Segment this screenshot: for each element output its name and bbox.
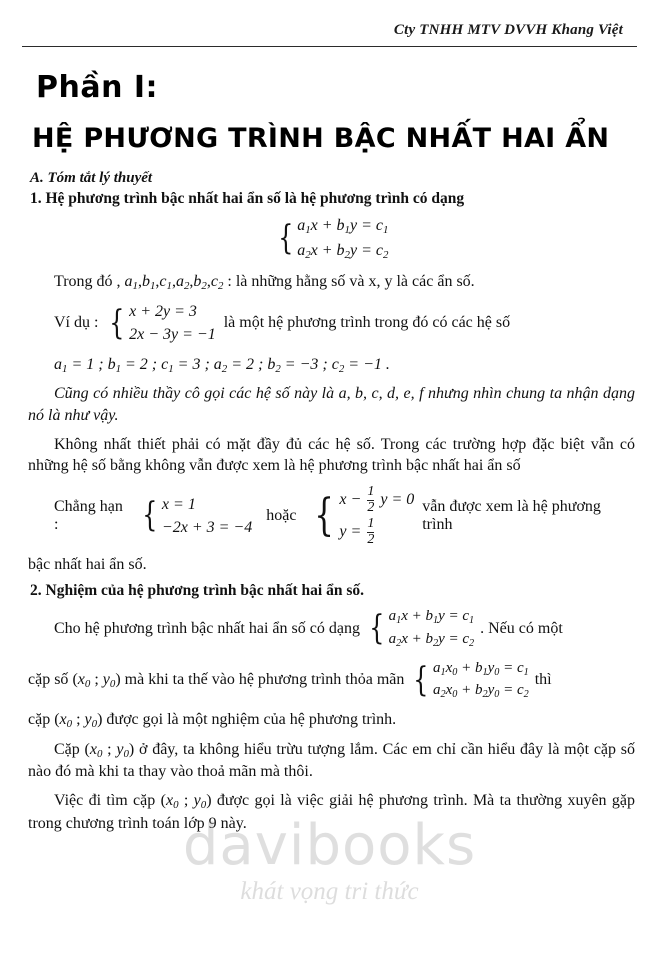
equation-line: −2x + 3 = −4 — [161, 518, 253, 536]
section-1-heading: 1. Hệ phương trình bậc nhất hai ẩn số là hệ phương trình có dạng — [30, 190, 465, 207]
section-a-heading: A. Tóm tắt lý thuyết — [30, 170, 153, 186]
equation-line: y = $\frac{1}{2}$ — [339, 515, 375, 547]
chang-han-label: Chẳng hạn : — [54, 497, 123, 533]
paragraph-viec-di-tim: Việc đi tìm cặp ($x_0$ ; $y_0$) được gọi là việc giải hệ phương trình. Mà ta thường xuyên gặp trong chương trình toán lớp 9 này. — [28, 791, 635, 832]
watermark-sub-text: khát vọng tri thức — [240, 878, 419, 905]
equation-line: $a_2x_0 + b_2y_0 = c_2$ — [433, 682, 529, 701]
equation-line: $a_2x + b_2y = c_2$ — [388, 630, 475, 649]
page-header-publisher: Cty TNHH MTV DVVH Khang Việt — [393, 22, 623, 38]
fraction-one-half: $\frac{1}{2}$ — [367, 483, 375, 515]
equation-line: x − $\frac{1}{2}$ y = 0 — [339, 483, 415, 515]
paragraph-bac-nhat-tail: bậc nhất hai ẩn số. — [28, 555, 147, 573]
cap-text-a: cặp số ($x_0$ ; $y_0$) mà khi ta thế vào hệ phương trình thỏa mãn — [28, 670, 405, 690]
equation-line: $a_1x + b_1y = c_1$ — [297, 217, 389, 237]
paragraph-trong-do: Trong đó , $a_1,b_1,c_1,a_2,b_2,c_2$ : là những hằng số và x, y là các ẩn số. — [54, 272, 475, 292]
paragraph-khong-nhat-thiet: Không nhất thiết phải có mặt đầy đủ các hệ số. Trong các trường hợp đặc biệt vẫn có những hệ số bằng không vẫn được xem là hệ phương trình bậc nhất hai ẩn số — [28, 435, 635, 475]
equation-line: $a_1x + b_1y = c_1$ — [388, 608, 475, 627]
paragraph-cung-co: Cũng có nhiều thầy cô gọi các hệ số này là a, b, c, d, e, f nhưng nhìn chung ta nhận dạng nó là như vậy. — [28, 385, 635, 424]
header-divider — [22, 46, 637, 47]
example-row — [54, 300, 635, 346]
equation-system-general: { $a_1x + b_1y = c_1$ $a_2x + b_2y = c_2$ — [28, 214, 635, 264]
equation-line: x + 2y = 3 — [129, 303, 197, 321]
paragraph-cap-nghiem: cặp ($x_0$ ; $y_0$) được gọi là một nghiệm của hệ phương trình. — [28, 710, 397, 730]
coefficients-line: $a_1 = 1$ ; $b_1 = 2$ ; $c_1 = 3$ ; $a_2 = 2$ ; $b_2 = -3$ ; $c_2 = -1$ . — [54, 355, 390, 375]
equation-line: x = 1 — [161, 495, 196, 513]
cap-so-row — [28, 658, 635, 703]
cap-text-b: thì — [534, 671, 552, 689]
watermark-main-text: davibooks — [182, 813, 477, 878]
cho-system: { $a_1x + b_1y = c_1$ $a_2x + b_2y = c_2$ — [366, 606, 474, 651]
chang-han-system-1: { x = 1 −2x + 3 = −4 — [139, 493, 252, 539]
chang-han-tail-text: vẫn được xem là hệ phương trình — [422, 497, 601, 533]
example-system: { x + 2y = 3 2x − 3y = −1 — [106, 300, 215, 346]
cho-text-b: . Nếu có một — [480, 619, 563, 637]
section-2-heading: 2. Nghiệm của hệ phương trình bậc nhất hai ẩn số. — [30, 582, 364, 600]
document-content — [28, 62, 635, 841]
example-label: Ví dụ : — [54, 314, 99, 332]
equation-line: 2x − 3y = −1 — [129, 326, 216, 344]
paragraph-cap-o-day: Cặp ($x_0$ ; $y_0$) ở đây, ta không hiểu trừu tượng lắm. Các em chỉ cần hiểu đây là một cặp số nào đó mà khi ta thay vào thoả mãn mà thôi. — [28, 740, 636, 781]
cho-he-phuong-trinh-row — [54, 606, 635, 651]
hoac-label: hoặc — [266, 506, 297, 524]
example-tail-text: là một hệ phương trình trong đó có các hệ số — [223, 314, 511, 332]
cho-text-a: Cho hệ phương trình bậc nhất hai ẩn số có dạng — [54, 619, 360, 637]
chang-han-system-2: { x − $\frac{1}{2}$ y = 0 y = $\frac{1}{2}$ — [314, 483, 415, 547]
page-title: HỆ PHƯƠNG TRÌNH BẬC NHẤT HAI ẨN — [32, 123, 610, 154]
page-part-title: Phần I: — [36, 70, 159, 105]
fraction-one-half: $\frac{1}{2}$ — [367, 515, 375, 547]
equation-line: $a_1x_0 + b_1y_0 = c_1$ — [433, 659, 529, 678]
equation-line: $a_2x + b_2y = c_2$ — [297, 241, 389, 261]
chang-han-row — [54, 484, 635, 548]
cap-system: { $a_1x_0 + b_1y_0 = c_1$ $a_2x_0 + b_2y_0 = c_2$ — [410, 658, 528, 703]
